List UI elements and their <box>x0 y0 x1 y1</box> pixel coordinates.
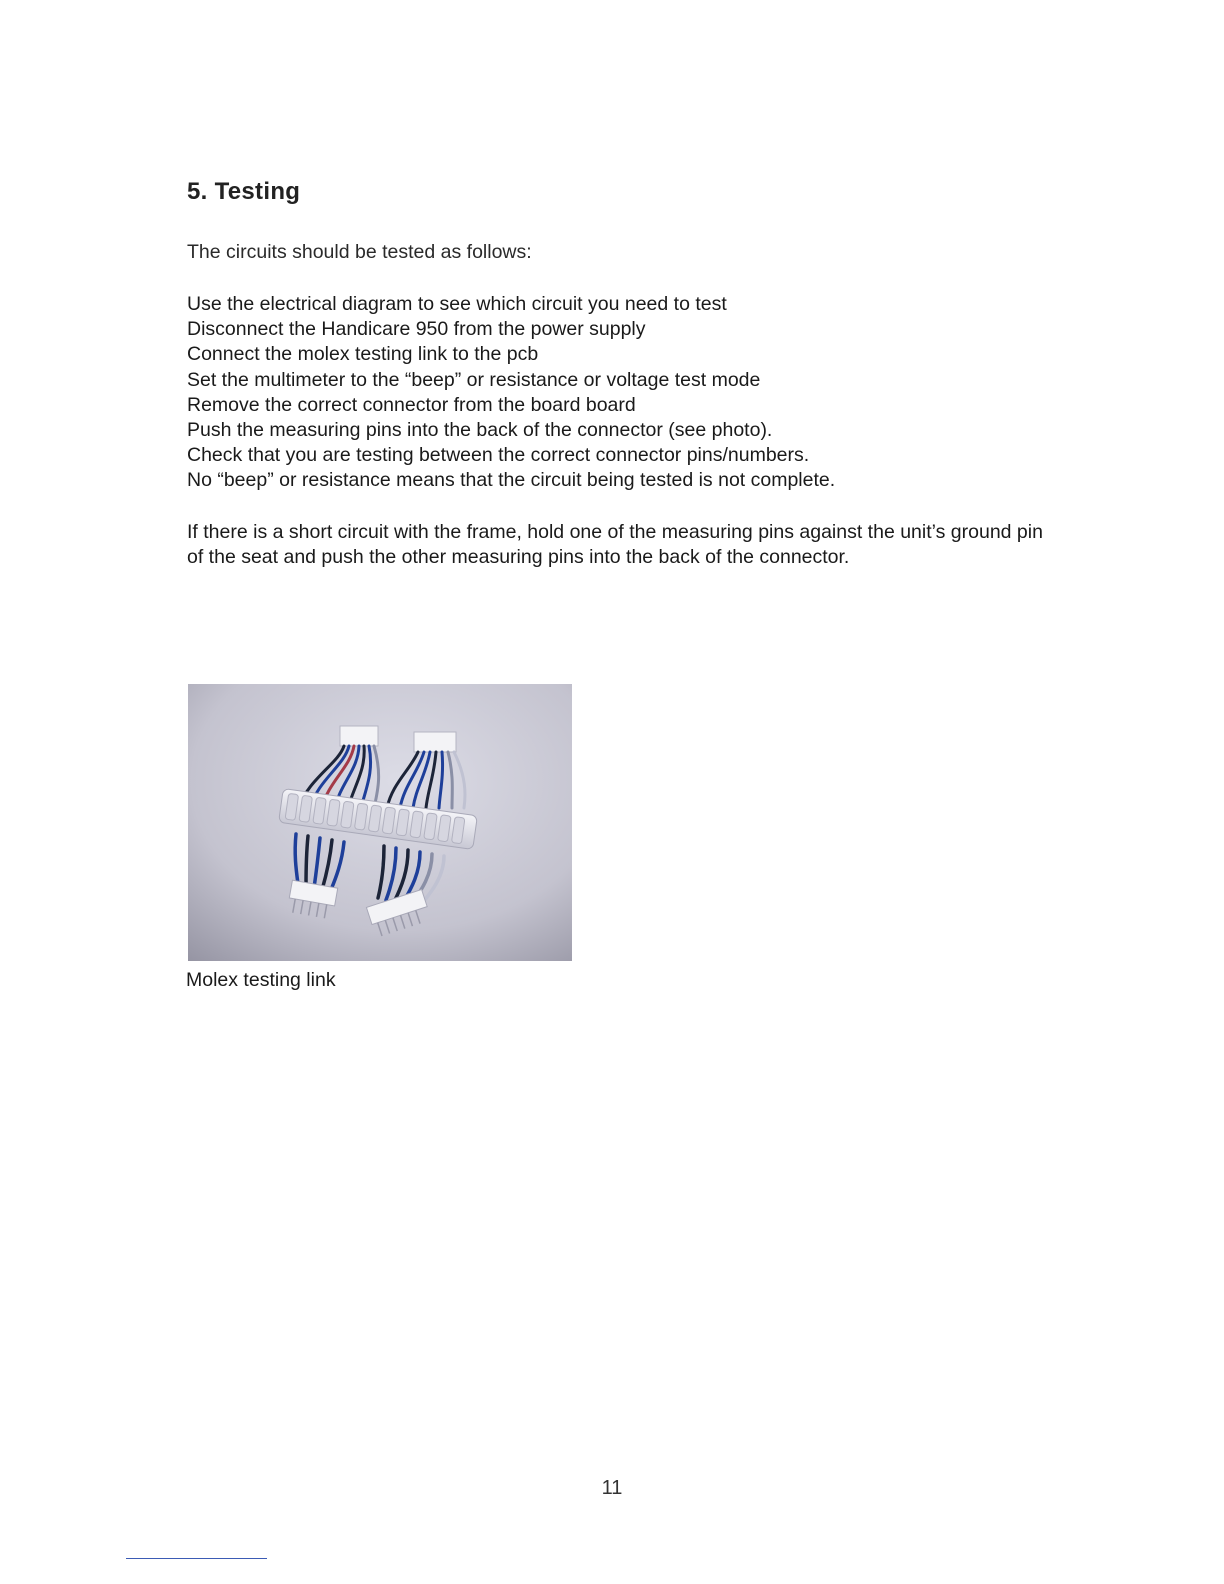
photo-caption: Molex testing link <box>186 969 336 991</box>
test-step: Set the multimeter to the “beep” or resistance or voltage test mode <box>187 368 761 391</box>
test-step: Check that you are testing between the correct connector pins/numbers. <box>187 444 810 467</box>
test-step: Use the electrical diagram to see which circuit you need to test <box>187 293 727 315</box>
test-steps-list <box>187 292 835 494</box>
intro-text: The circuits should be tested as follows: <box>187 241 532 263</box>
section-heading: 5. Testing <box>187 178 301 205</box>
test-step: Remove the correct connector from the board board <box>187 393 636 416</box>
short-circuit-paragraph: If there is a short circuit with the frame, hold one of the measuring pins against the unit’s ground pin of the seat and push the other measuring pins into the back of the connector. <box>187 521 1043 568</box>
molex-testing-link-photo <box>188 684 572 961</box>
test-step: Connect the molex testing link to the pcb <box>187 343 539 366</box>
test-step: No “beep” or resistance means that the circuit being tested is not complete. <box>187 469 836 492</box>
test-step: Push the measuring pins into the back of the connector (see photo). <box>187 419 773 442</box>
page-number: 11 <box>601 1477 623 1499</box>
footnote-rule <box>126 1558 267 1559</box>
test-step: Disconnect the Handicare 950 from the power supply <box>187 318 646 341</box>
